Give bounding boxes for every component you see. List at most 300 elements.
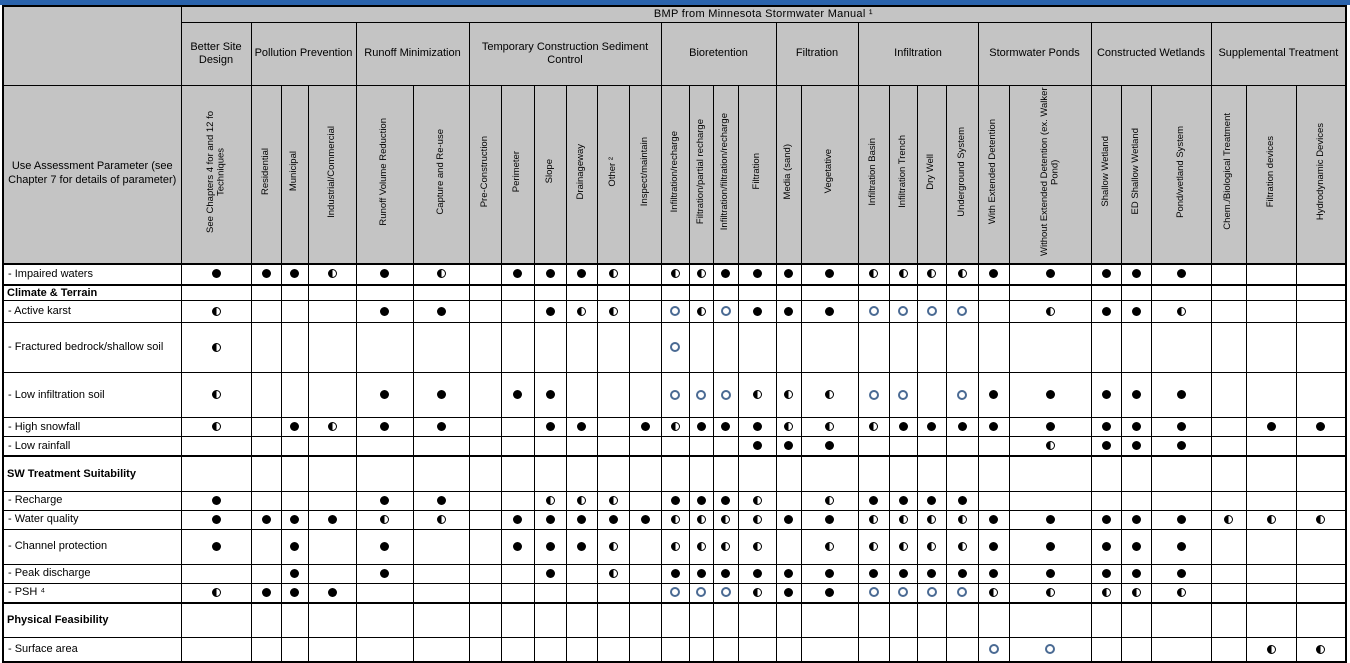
rotated-column-header	[738, 85, 776, 264]
full-circle-icon	[437, 390, 446, 399]
row-label: - Fractured bedrock/shallow soil	[3, 323, 181, 373]
matrix-cell	[713, 603, 738, 638]
matrix-cell	[1246, 264, 1296, 285]
full-circle-icon	[784, 307, 793, 316]
half-circle-icon	[328, 269, 337, 278]
column-group-header: Runoff Minimization	[356, 22, 469, 85]
rotated-column-label: Other ²	[606, 156, 618, 187]
matrix-cell	[1246, 583, 1296, 603]
matrix-cell	[738, 285, 776, 301]
table-row	[3, 373, 1346, 418]
matrix-cell	[858, 264, 889, 285]
matrix-cell	[281, 564, 308, 583]
section-row-label: Physical Feasibility	[3, 603, 181, 638]
rotated-column-header	[946, 85, 978, 264]
matrix-cell	[308, 418, 356, 437]
matrix-cell	[776, 456, 801, 491]
half-circle-icon	[671, 542, 680, 551]
matrix-cell	[738, 583, 776, 603]
row-label: - Impaired waters	[3, 264, 181, 285]
matrix-cell	[356, 491, 413, 510]
matrix-cell	[251, 285, 281, 301]
open-circle-icon	[957, 587, 967, 597]
full-circle-icon	[1102, 542, 1111, 551]
matrix-cell	[534, 373, 566, 418]
matrix-cell	[308, 603, 356, 638]
matrix-cell	[629, 418, 661, 437]
rotated-column-header	[1121, 85, 1151, 264]
full-circle-icon	[671, 569, 680, 578]
matrix-cell	[946, 510, 978, 529]
matrix-cell	[469, 323, 501, 373]
matrix-cell	[1296, 323, 1346, 373]
full-circle-icon	[989, 569, 998, 578]
half-circle-icon	[869, 515, 878, 524]
matrix-cell	[978, 603, 1009, 638]
full-circle-icon	[437, 422, 446, 431]
param-column-header: Use Assessment Parameter (see Chapter 7 for details of parameter)	[3, 85, 181, 264]
matrix-cell	[534, 529, 566, 564]
section-row	[3, 603, 1346, 638]
half-circle-icon	[825, 542, 834, 551]
matrix-cell	[689, 264, 713, 285]
rotated-column-label: Drainageway	[575, 143, 587, 200]
half-circle-icon	[927, 542, 936, 551]
matrix-cell	[889, 418, 917, 437]
matrix-cell	[1091, 583, 1121, 603]
half-circle-icon	[958, 269, 967, 278]
matrix-cell	[597, 323, 629, 373]
matrix-cell	[1211, 491, 1246, 510]
rotated-column-label: Runoff Volume Reduction	[378, 117, 390, 226]
full-circle-icon	[927, 569, 936, 578]
matrix-cell	[597, 510, 629, 529]
matrix-cell	[629, 437, 661, 457]
matrix-cell	[413, 564, 469, 583]
rotated-column-label: With Extended Detention	[987, 118, 999, 225]
matrix-cell	[738, 491, 776, 510]
full-circle-icon	[784, 588, 793, 597]
matrix-cell	[858, 418, 889, 437]
bmp-selection-matrix	[2, 5, 1347, 663]
matrix-cell	[181, 510, 251, 529]
half-circle-icon	[1102, 588, 1111, 597]
matrix-cell	[413, 373, 469, 418]
matrix-cell	[469, 564, 501, 583]
rotated-column-label: Inspect/maintain	[638, 136, 650, 207]
row-label: - Peak discharge	[3, 564, 181, 583]
section-row-label: Climate & Terrain	[3, 285, 181, 301]
rotated-column-label: Pond/wetland System	[1174, 125, 1186, 218]
full-circle-icon	[1316, 422, 1325, 431]
matrix-cell	[858, 456, 889, 491]
half-circle-icon	[1177, 307, 1186, 316]
matrix-cell	[946, 264, 978, 285]
matrix-cell	[308, 285, 356, 301]
matrix-cell	[858, 437, 889, 457]
matrix-cell	[738, 373, 776, 418]
matrix-cell	[629, 285, 661, 301]
matrix-cell	[1121, 491, 1151, 510]
matrix-cell	[534, 323, 566, 373]
full-circle-icon	[641, 515, 650, 524]
matrix-cell	[978, 437, 1009, 457]
open-circle-icon	[721, 390, 731, 400]
matrix-cell	[661, 437, 689, 457]
matrix-cell	[858, 323, 889, 373]
matrix-cell	[738, 323, 776, 373]
full-circle-icon	[1132, 441, 1141, 450]
half-circle-icon	[721, 515, 730, 524]
matrix-cell	[661, 418, 689, 437]
rotated-column-header	[501, 85, 534, 264]
full-circle-icon	[1102, 390, 1111, 399]
full-circle-icon	[1177, 441, 1186, 450]
half-circle-icon	[899, 542, 908, 551]
rotated-column-header	[597, 85, 629, 264]
matrix-cell	[181, 373, 251, 418]
matrix-cell	[251, 564, 281, 583]
matrix-cell	[1296, 529, 1346, 564]
matrix-cell	[1211, 603, 1246, 638]
rotated-column-label: Perimeter	[511, 150, 523, 193]
matrix-cell	[566, 564, 597, 583]
matrix-cell	[1246, 529, 1296, 564]
matrix-cell	[858, 510, 889, 529]
rotated-column-header	[917, 85, 946, 264]
full-circle-icon	[784, 441, 793, 450]
matrix-cell	[889, 603, 917, 638]
matrix-cell	[566, 418, 597, 437]
column-group-header: Supplemental Treatment	[1211, 22, 1346, 85]
matrix-cell	[858, 529, 889, 564]
matrix-cell	[1246, 437, 1296, 457]
matrix-cell	[534, 491, 566, 510]
matrix-cell	[917, 603, 946, 638]
matrix-cell	[356, 373, 413, 418]
matrix-cell	[566, 456, 597, 491]
matrix-cell	[1009, 437, 1091, 457]
matrix-cell	[1151, 564, 1211, 583]
matrix-cell	[251, 323, 281, 373]
rotated-column-header	[889, 85, 917, 264]
matrix-cell	[501, 264, 534, 285]
half-circle-icon	[697, 269, 706, 278]
matrix-cell	[1009, 456, 1091, 491]
matrix-cell	[889, 373, 917, 418]
rotated-column-label: Dry Well	[925, 153, 937, 190]
full-circle-icon	[513, 390, 522, 399]
full-circle-icon	[546, 422, 555, 431]
matrix-cell	[713, 491, 738, 510]
matrix-cell	[281, 373, 308, 418]
rotated-column-label: Filtration	[750, 153, 762, 190]
matrix-cell	[946, 529, 978, 564]
row-label: - Recharge	[3, 491, 181, 510]
matrix-cell	[413, 510, 469, 529]
open-circle-icon	[670, 390, 680, 400]
matrix-cell	[1296, 418, 1346, 437]
matrix-cell	[1211, 456, 1246, 491]
matrix-cell	[566, 301, 597, 323]
column-group-header: Stormwater Ponds	[978, 22, 1091, 85]
full-circle-icon	[1177, 390, 1186, 399]
table-row	[3, 264, 1346, 285]
rotated-column-header	[181, 85, 251, 264]
section-row	[3, 456, 1346, 491]
matrix-cell	[356, 264, 413, 285]
full-circle-icon	[1102, 422, 1111, 431]
half-circle-icon	[1224, 515, 1233, 524]
half-circle-icon	[1046, 441, 1055, 450]
rotated-column-label: Without Extended Detention (ex. Walker Pond)	[1038, 87, 1060, 256]
full-circle-icon	[697, 569, 706, 578]
half-circle-icon	[380, 515, 389, 524]
matrix-cell	[946, 285, 978, 301]
matrix-cell	[801, 510, 858, 529]
rotated-column-label: Media (sand)	[782, 143, 794, 200]
matrix-cell	[413, 583, 469, 603]
open-circle-icon	[869, 390, 879, 400]
matrix-cell	[738, 510, 776, 529]
matrix-cell	[917, 264, 946, 285]
full-circle-icon	[1046, 269, 1055, 278]
half-circle-icon	[577, 496, 586, 505]
column-group-header: Better Site Design	[181, 22, 251, 85]
full-circle-icon	[212, 496, 221, 505]
full-circle-icon	[825, 569, 834, 578]
table-row	[3, 564, 1346, 583]
matrix-cell	[689, 301, 713, 323]
full-circle-icon	[380, 569, 389, 578]
full-circle-icon	[212, 269, 221, 278]
matrix-cell	[917, 510, 946, 529]
full-circle-icon	[753, 569, 762, 578]
matrix-cell	[534, 583, 566, 603]
matrix-cell	[469, 264, 501, 285]
rotated-column-header	[689, 85, 713, 264]
matrix-cell	[978, 323, 1009, 373]
matrix-cell	[308, 529, 356, 564]
matrix-cell	[713, 285, 738, 301]
matrix-cell	[858, 491, 889, 510]
column-group-header: Bioretention	[661, 22, 776, 85]
matrix-cell	[501, 510, 534, 529]
full-circle-icon	[825, 588, 834, 597]
matrix-cell	[1211, 437, 1246, 457]
matrix-cell	[356, 285, 413, 301]
full-circle-icon	[290, 588, 299, 597]
open-circle-icon	[898, 587, 908, 597]
matrix-cell	[889, 510, 917, 529]
matrix-cell	[469, 285, 501, 301]
matrix-cell	[1211, 564, 1246, 583]
full-circle-icon	[1132, 422, 1141, 431]
matrix-cell	[281, 418, 308, 437]
full-circle-icon	[1046, 542, 1055, 551]
full-circle-icon	[927, 422, 936, 431]
matrix-cell	[889, 437, 917, 457]
matrix-cell	[1009, 491, 1091, 510]
matrix-cell	[534, 603, 566, 638]
open-circle-icon	[670, 342, 680, 352]
matrix-cell	[566, 583, 597, 603]
half-circle-icon	[437, 269, 446, 278]
matrix-cell	[917, 491, 946, 510]
matrix-cell	[629, 373, 661, 418]
matrix-cell	[1246, 491, 1296, 510]
full-circle-icon	[513, 269, 522, 278]
matrix-cell	[308, 564, 356, 583]
matrix-cell	[1121, 456, 1151, 491]
matrix-cell	[413, 456, 469, 491]
matrix-cell	[776, 285, 801, 301]
matrix-cell	[661, 564, 689, 583]
column-group-header: Temporary Construction Sediment Control	[469, 22, 661, 85]
half-circle-icon	[546, 496, 555, 505]
full-circle-icon	[546, 269, 555, 278]
column-group-header: Constructed Wetlands	[1091, 22, 1211, 85]
matrix-cell	[501, 491, 534, 510]
matrix-cell	[597, 373, 629, 418]
rotated-column-header	[776, 85, 801, 264]
matrix-cell	[1296, 437, 1346, 457]
matrix-cell	[501, 301, 534, 323]
matrix-cell	[1296, 456, 1346, 491]
full-circle-icon	[671, 496, 680, 505]
half-circle-icon	[753, 515, 762, 524]
matrix-cell	[801, 264, 858, 285]
half-circle-icon	[927, 515, 936, 524]
matrix-cell	[1246, 418, 1296, 437]
matrix-cell	[534, 285, 566, 301]
full-circle-icon	[989, 422, 998, 431]
column-group-header: Pollution Prevention	[251, 22, 356, 85]
full-circle-icon	[577, 515, 586, 524]
matrix-cell	[597, 264, 629, 285]
matrix-cell	[917, 373, 946, 418]
full-circle-icon	[1132, 515, 1141, 524]
full-circle-icon	[641, 422, 650, 431]
matrix-cell	[469, 301, 501, 323]
row-label: - Surface area	[3, 638, 181, 662]
matrix-cell	[689, 529, 713, 564]
matrix-cell	[281, 437, 308, 457]
corner-blank-cell	[3, 6, 181, 85]
matrix-cell	[281, 583, 308, 603]
full-circle-icon	[290, 542, 299, 551]
matrix-cell	[1151, 491, 1211, 510]
half-circle-icon	[825, 422, 834, 431]
half-circle-icon	[1177, 588, 1186, 597]
matrix-cell	[1121, 418, 1151, 437]
matrix-cell	[501, 437, 534, 457]
full-circle-icon	[958, 496, 967, 505]
rotated-column-header	[308, 85, 356, 264]
full-circle-icon	[1177, 422, 1186, 431]
matrix-cell	[356, 323, 413, 373]
full-circle-icon	[825, 441, 834, 450]
open-circle-icon	[721, 587, 731, 597]
full-circle-icon	[1132, 269, 1141, 278]
matrix-cell	[1211, 285, 1246, 301]
half-circle-icon	[1316, 645, 1325, 654]
rotated-column-label: Infiltration/recharge	[668, 130, 680, 213]
table-row	[3, 323, 1346, 373]
table-row	[3, 510, 1346, 529]
full-circle-icon	[1177, 569, 1186, 578]
matrix-cell	[251, 264, 281, 285]
half-circle-icon	[1316, 515, 1325, 524]
matrix-cell	[534, 437, 566, 457]
matrix-cell	[308, 583, 356, 603]
matrix-cell	[713, 529, 738, 564]
half-circle-icon	[671, 422, 680, 431]
matrix-cell	[566, 603, 597, 638]
open-circle-icon	[989, 644, 999, 654]
matrix-cell	[661, 491, 689, 510]
matrix-cell	[1151, 301, 1211, 323]
half-circle-icon	[753, 542, 762, 551]
matrix-cell	[413, 603, 469, 638]
matrix-cell	[308, 323, 356, 373]
section-row	[3, 285, 1346, 301]
full-circle-icon	[721, 496, 730, 505]
rotated-column-header	[1151, 85, 1211, 264]
matrix-cell	[689, 323, 713, 373]
matrix-cell	[501, 603, 534, 638]
full-circle-icon	[328, 588, 337, 597]
matrix-cell	[776, 264, 801, 285]
half-circle-icon	[958, 515, 967, 524]
matrix-cell	[1009, 564, 1091, 583]
matrix-cell	[889, 264, 917, 285]
matrix-cell	[1091, 264, 1121, 285]
full-circle-icon	[437, 307, 446, 316]
matrix-cell	[1211, 373, 1246, 418]
half-circle-icon	[609, 542, 618, 551]
matrix-cell	[738, 603, 776, 638]
full-circle-icon	[577, 422, 586, 431]
matrix-cell	[661, 603, 689, 638]
matrix-cell	[978, 583, 1009, 603]
full-circle-icon	[1102, 515, 1111, 524]
matrix-cell	[281, 323, 308, 373]
matrix-cell	[946, 323, 978, 373]
matrix-cell	[978, 510, 1009, 529]
matrix-cell	[713, 373, 738, 418]
half-circle-icon	[609, 307, 618, 316]
half-circle-icon	[671, 515, 680, 524]
half-circle-icon	[869, 269, 878, 278]
rotated-column-header	[251, 85, 281, 264]
matrix-cell	[917, 301, 946, 323]
rotated-column-header	[534, 85, 566, 264]
matrix-cell	[1246, 510, 1296, 529]
full-circle-icon	[784, 569, 793, 578]
full-circle-icon	[753, 269, 762, 278]
matrix-cell	[801, 603, 858, 638]
half-circle-icon	[753, 390, 762, 399]
matrix-cell	[413, 437, 469, 457]
matrix-cell	[801, 437, 858, 457]
open-circle-icon	[898, 390, 908, 400]
full-circle-icon	[753, 422, 762, 431]
matrix-cell	[251, 603, 281, 638]
matrix-cell	[917, 456, 946, 491]
full-circle-icon	[1046, 422, 1055, 431]
matrix-cell	[1211, 264, 1246, 285]
